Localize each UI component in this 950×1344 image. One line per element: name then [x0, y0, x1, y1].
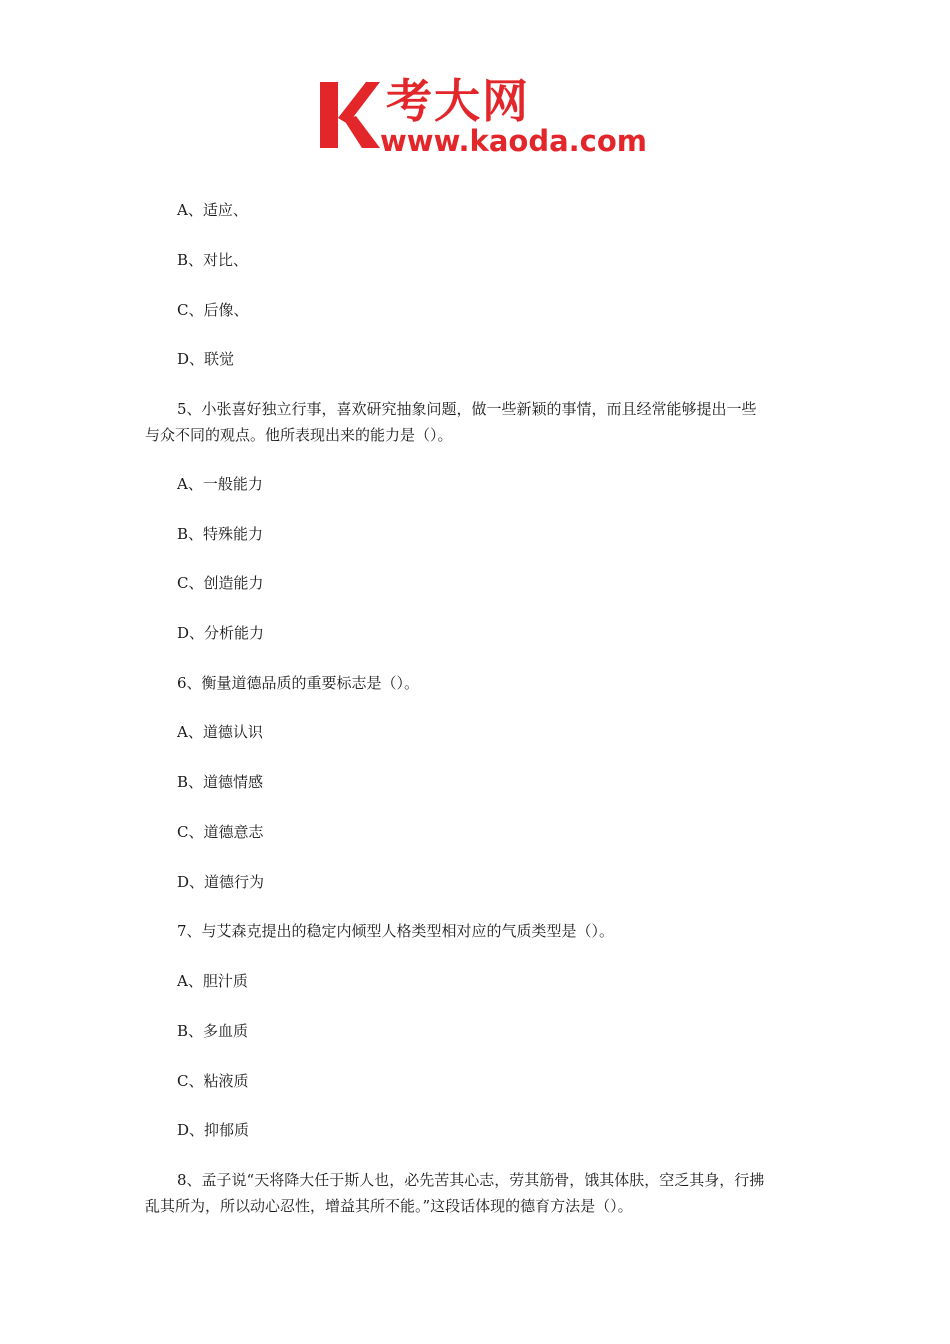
- question-5-line-2: 与众不同的观点。他所表现出来的能力是（）。: [145, 426, 453, 444]
- option-d-q6: D、道德行为: [177, 873, 265, 891]
- option-b-q5: B、特殊能力: [177, 525, 264, 543]
- option-c-q4: C、后像、: [177, 301, 249, 319]
- option-a-q5: A、一般能力: [177, 475, 263, 493]
- option-d-q7: D、抑郁质: [177, 1121, 250, 1139]
- question-5-line-1: 5、小张喜好独立行事，喜欢研究抽象问题，做一些新颖的事情，而且经常能够提出一些: [177, 400, 757, 418]
- option-a-q4: A、适应、: [177, 201, 248, 219]
- option-b-q4: B、对比、: [177, 251, 249, 269]
- option-c-q5: C、创造能力: [177, 574, 264, 592]
- option-d-q4: D、联觉: [177, 350, 235, 368]
- question-7: 7、与艾森克提出的稳定内倾型人格类型相对应的气质类型是（）。: [177, 922, 615, 940]
- question-8-line-1: 8、孟子说“天将降大任于斯人也，必先苦其心志，劳其筋骨，饿其体肤，空乏其身，行拂: [177, 1171, 765, 1189]
- option-b-q7: B、多血质: [177, 1022, 249, 1040]
- option-a-q6: A、道德认识: [177, 723, 263, 741]
- question-6: 6、衡量道德品质的重要标志是（）。: [177, 674, 420, 692]
- logo-brand-url: www.kaoda.com: [380, 124, 647, 158]
- option-a-q7: A、胆汁质: [177, 972, 248, 990]
- k-logo-icon: [318, 80, 380, 150]
- option-b-q6: B、道德情感: [177, 773, 264, 791]
- option-c-q7: C、粘液质: [177, 1072, 249, 1090]
- question-8-line-2: 乱其所为，所以动心忍性，增益其所不能。”这段话体现的德育方法是（）。: [145, 1197, 633, 1215]
- option-c-q6: C、道德意志: [177, 823, 264, 841]
- option-d-q5: D、分析能力: [177, 624, 265, 642]
- logo-brand-cn: 考大网: [386, 74, 530, 128]
- kaoda-logo: [318, 74, 647, 160]
